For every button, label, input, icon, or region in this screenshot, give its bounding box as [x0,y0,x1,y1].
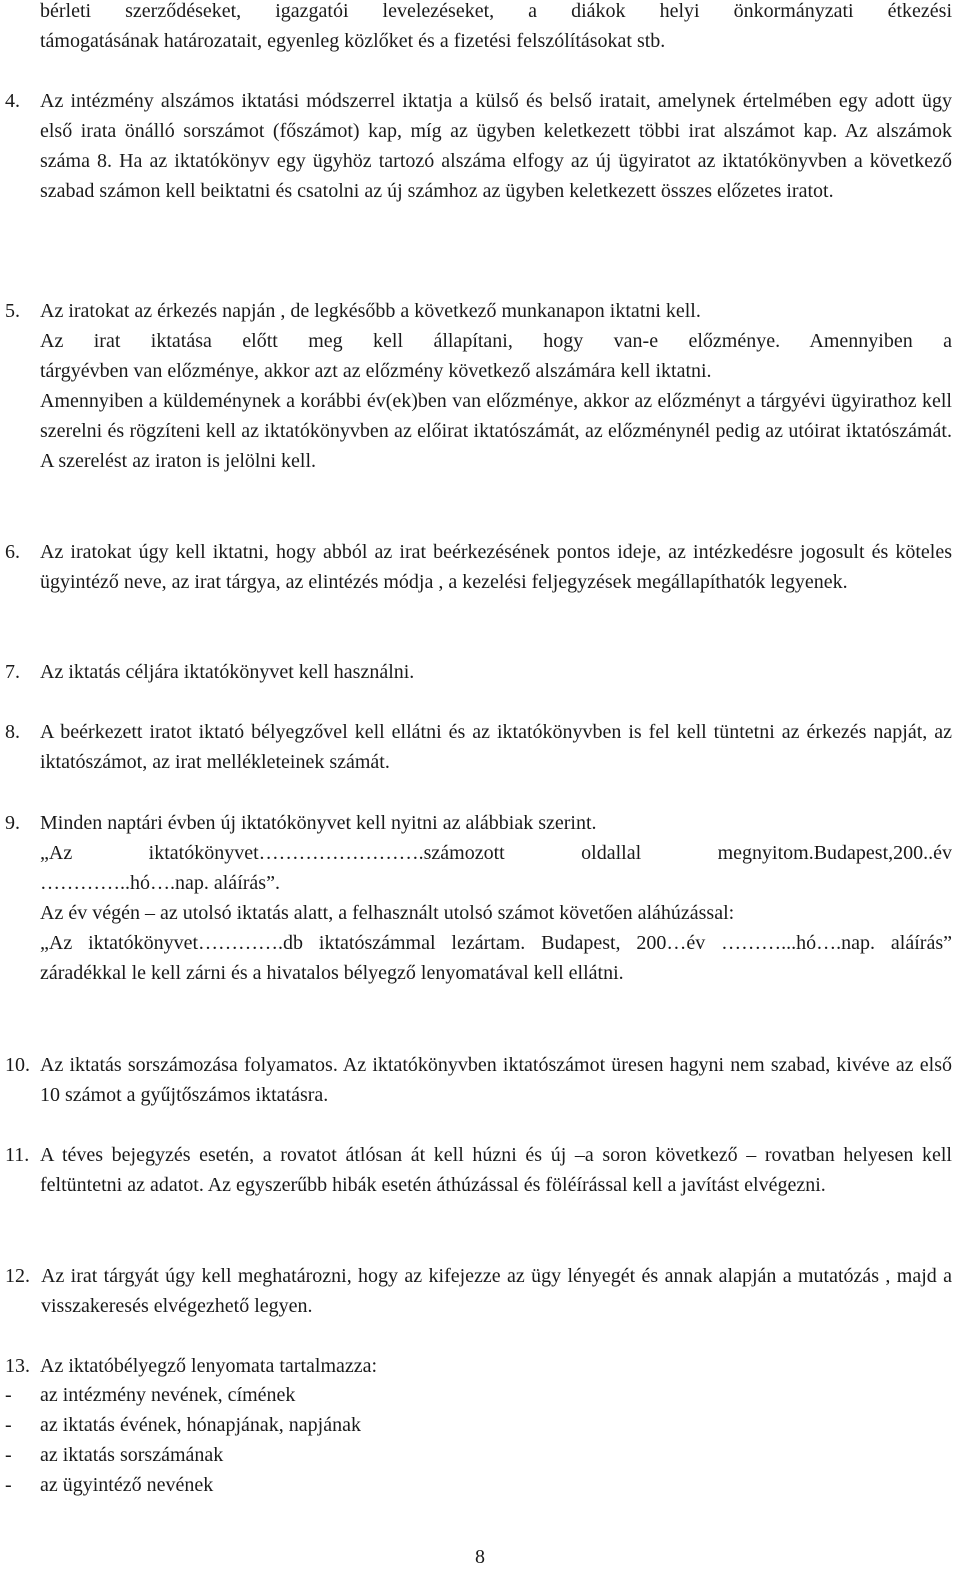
item-number: 5. [5,300,20,322]
item-number: 4. [5,90,20,112]
item-text: Az iktatás sorszámozása folyamatos. Az iktatókönyvben iktatószámot üresen hagyni nem szabad, kivéve az első 10 számot a gyűjtőszámos iktatásra. [40,1054,952,1106]
bullet-text: az ügyintéző nevének [40,1474,214,1496]
item-line: Az év végén – az utolsó iktatás alatt, a felhasznált utolsó számot követően aláhúzással: [40,902,735,924]
item-number: 10. [5,1054,30,1076]
item-line: Az irat iktatása előtt meg kell állapítani, hogy van-e előzménye. Amennyiben a [40,330,952,352]
item-number: 11. [5,1144,30,1166]
continuation-line-2: támogatásának határozatait, egyenleg közlőket és a fizetési felszólításokat stb. [40,30,666,52]
item-line: Minden naptári évben új iktatókönyvet kell nyitni az alábbiak szerint. [40,812,597,834]
continuation-paragraph [40,0,952,56]
bullet-text: az iktatás évének, hónapjának, napjának [40,1414,361,1436]
dash-marker: - [5,1444,12,1466]
item-text: A beérkezett iratot iktató bélyegzővel kell ellátni és az iktatókönyvben is fel kell tüntetni az érkezés napját, az iktatószámot, az irat mellékleteinek számát. [40,721,952,773]
item-text: Az irat tárgyát úgy kell meghatározni, hogy az kifejezze az ügy lényegét és annak alapján a mutatózás , majd a visszakeresés elvégezhető legyen. [41,1265,952,1317]
item-number: 9. [5,812,20,834]
page-number: 8 [475,1546,485,1568]
bullet-item [5,1440,505,1470]
item-text: Az iktatóbélyegző lenyomata tartalmazza: [40,1355,378,1377]
bullet-list [5,1380,505,1500]
item-number: 8. [5,721,20,743]
item-text: A téves bejegyzés esetén, a rovatot átlósan át kell húzni és új –a soron következő – rovatban helyesen kell feltüntetni az adatot. Az egyszerűbb hibák esetén áthúzással és föléírással kell a javítást elvégezni. [40,1144,952,1196]
item-text: Amennyiben a küldeménynek a korábbi év(ek)ben van előzménye, akkor az előzményt a tárgyévi ügyirathoz kell szerelni és rögzíteni kell az iktatókönyvben az előirat iktatószámát, az előzménynél pedig az utóirat iktatószámát. A szerelést az iraton is jelölni kell. [40,390,952,472]
item-line: tárgyévben van előzménye, akkor azt az előzmény következő alszámára kell iktatni. [40,360,712,382]
item-number: 13. [5,1355,30,1377]
item-text: „Az iktatókönyvet………….db iktatószámmal lezártam. Budapest, 200…év ………...hó….nap. aláírás” záradékkal le kell zárni és a hivatalos bélyegző lenyomatával kell ellátni. [40,932,952,984]
item-text: Az iktatás céljára iktatókönyvet kell használni. [40,661,415,683]
item-text: Az intézmény alszámos iktatási módszerrel iktatja a külső és belső iratait, amelynek értelmében egy adott ügy első irata önálló sorszámot (főszámot) kap, míg az ügyben keletkezett többi irat alszámot kap. Az alszámok száma 8. Ha az iktatókönyv egy ügyhöz tartozó alszáma elfogy az új ügyiratot az iktatókönyvben a következő szabad számon kell beiktatni és csatolni az új számhoz az ügyben keletkezett összes előzetes iratot. [40,90,952,202]
dash-marker: - [5,1384,12,1406]
bullet-text: az intézmény nevének, címének [40,1384,296,1406]
item-number: 7. [5,661,20,683]
bullet-item [5,1410,505,1440]
bullet-text: az iktatás sorszámának [40,1444,224,1466]
dash-marker: - [5,1474,12,1496]
item-line: Az iratokat az érkezés napján , de legkésőbb a következő munkanapon iktatni kell. [40,300,701,322]
item-number: 12. [5,1265,30,1287]
continuation-line-1: bérleti szerződéseket, igazgatói levelezéseket, a diákok helyi önkormányzati étkezési [40,0,952,22]
bullet-item [5,1470,505,1500]
item-text: Az iratokat úgy kell iktatni, hogy abból az irat beérkezésének pontos ideje, az intézkedésre jogosult és köteles ügyintéző neve, az irat tárgya, az elintézés módja , a kezelési feljegyzések megállapíthatók legyenek. [40,541,952,593]
dash-marker: - [5,1414,12,1436]
bullet-item [5,1380,505,1410]
item-line: …………..hó….nap. aláírás”. [40,872,280,894]
item-line: „Az iktatókönyvet…………………….számozott oldallal megnyitom.Budapest,200..év [40,842,952,864]
item-number: 6. [5,541,20,563]
